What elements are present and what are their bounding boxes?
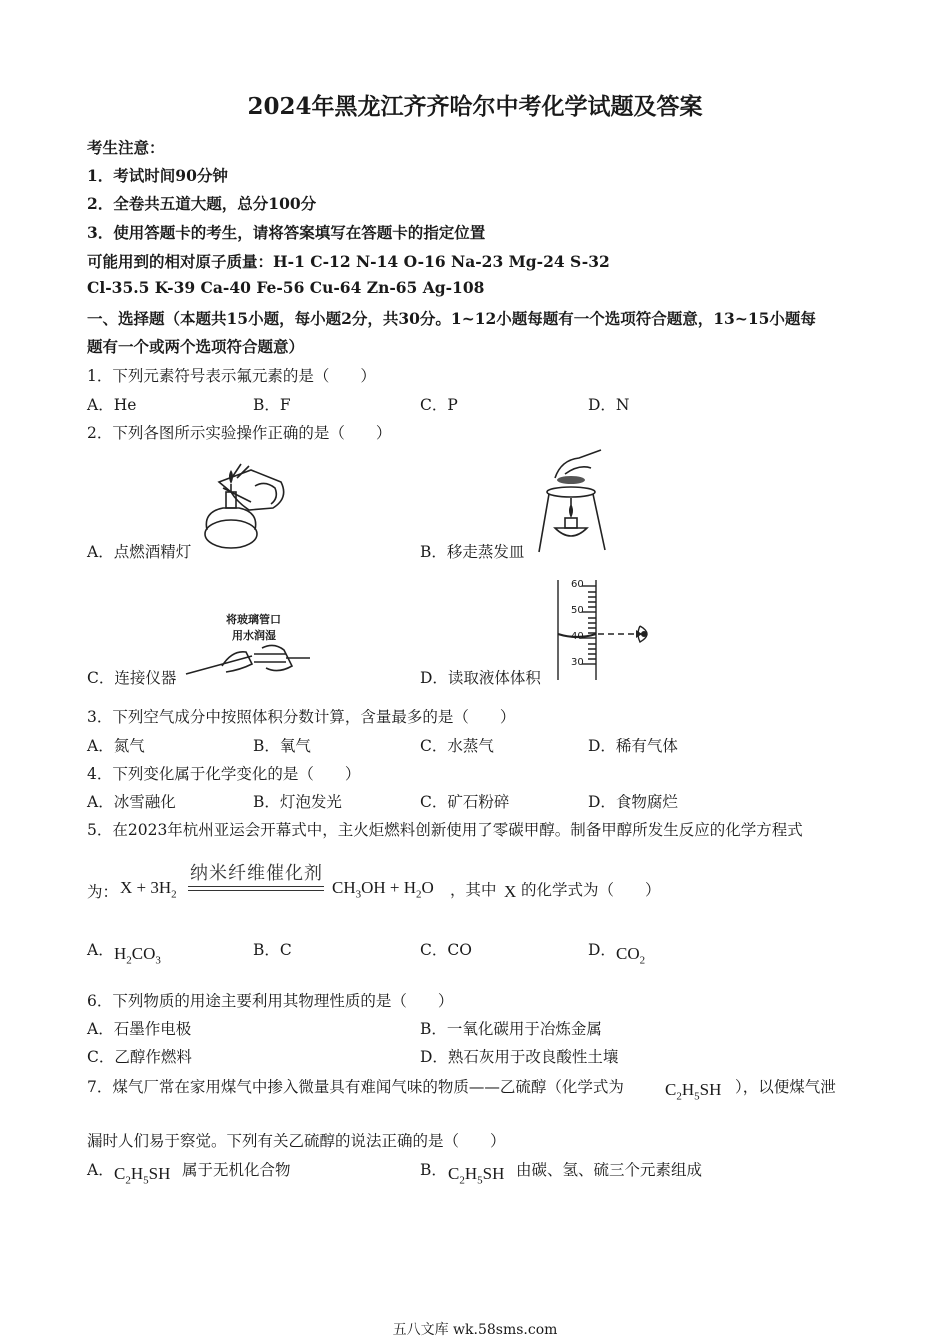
q1-option-d: D．N	[588, 396, 630, 414]
q5-option-c: C．CO	[420, 941, 472, 959]
scale-label-50: 50	[571, 605, 584, 616]
q5-arrow-line-bottom	[188, 890, 324, 891]
page-title: 2024年黑龙江齐齐哈尔中考化学试题及答案	[247, 93, 703, 120]
figure-c-caption-1: 将玻璃管口	[226, 613, 281, 626]
q5-catalyst: 纳米纤维催化剂	[190, 863, 323, 884]
q5-prefix: 为：	[87, 883, 119, 901]
q6-stem: 6．下列物质的用途主要利用其物理性质的是（ ）	[87, 992, 454, 1010]
figure-evaporating-dish	[535, 448, 615, 554]
q5-x: X	[504, 882, 517, 901]
q2-option-c: C．连接仪器	[87, 669, 177, 687]
scale-label-40: 40	[571, 631, 584, 642]
q6-option-a: A．石墨作电极	[87, 1020, 192, 1038]
q2-option-b: B．移走蒸发皿	[420, 543, 525, 561]
notice-item-2: 2．全卷共五道大题，总分100分	[87, 194, 317, 213]
q7-option-a-formula: $C_2H_5SH$	[114, 1164, 171, 1187]
q7-option-b-formula: $C_2H_5SH$	[448, 1164, 505, 1187]
scale-label-60: 60	[571, 579, 584, 590]
scale-label-30: 30	[571, 657, 584, 668]
q2-option-d: D．读取液体体积	[420, 669, 541, 687]
section-heading-line1: 一、选择题（本题共15小题，每小题2分，共30分。1~12小题每题有一个选项符合题意，13~15小题每	[87, 309, 816, 328]
q7-stem-line2: 漏时人们易于察觉。下列有关乙硫醇的说法正确的是（ ）	[87, 1132, 506, 1150]
q1-stem: 1．下列元素符号表示氟元素的是（ ）	[87, 367, 376, 385]
q5-arrow-line-top	[188, 886, 324, 887]
q6-option-c: C．乙醇作燃料	[87, 1048, 192, 1066]
q5-option-b: B．C	[253, 941, 292, 959]
q4-option-b: B．灯泡发光	[253, 793, 342, 811]
q5-tail: 的化学式为（ ）	[521, 881, 661, 899]
q4-option-c: C．矿石粉碎	[420, 793, 510, 811]
q5-mid-text: ，其中	[450, 881, 497, 899]
q6-option-b: B．一氧化碳用于冶炼金属	[420, 1020, 602, 1038]
notice-item-3: 3．使用答题卡的考生，请将答案填写在答题卡的指定位置	[87, 223, 486, 242]
q5-option-d-label: D．	[588, 941, 616, 959]
q7-option-b-text: 由碳、氢、硫三个元素组成	[516, 1161, 703, 1179]
q7-option-a-text: 属于无机化合物	[182, 1161, 291, 1179]
q5-option-a-label: A．	[87, 941, 114, 959]
q2-stem: 2．下列各图所示实验操作正确的是（ ）	[87, 424, 392, 442]
q1-option-a: A．He	[87, 396, 137, 414]
q5-option-a-formula: $H_2CO_3$	[114, 944, 161, 967]
q5-stem-line1: 5．在2023年杭州亚运会开幕式中，主火炬燃料创新使用了零碳甲醇。制备甲醇所发生反应的化学方程式	[87, 821, 803, 839]
q5-equation-lhs: $X + 3H_2$	[120, 878, 177, 901]
q7-stem-line1a: 7．煤气厂常在家用煤气中掺入微量具有难闻气味的物质——乙硫醇（化学式为	[87, 1078, 624, 1096]
q7-option-b-label: B．	[420, 1161, 447, 1179]
figure-connect-tube	[182, 640, 312, 680]
section-heading-line2: 题有一个或两个选项符合题意）	[87, 337, 305, 356]
q1-option-c: C．P	[420, 396, 458, 414]
figure-alcohol-lamp	[193, 462, 293, 554]
figure-graduated-cylinder	[552, 578, 662, 682]
q3-option-d: D．稀有气体	[588, 737, 678, 755]
q3-option-b: B．氧气	[253, 737, 311, 755]
notice-heading: 考生注意：	[87, 138, 165, 157]
q7-stem-line1b: ），以便煤气泄	[735, 1078, 836, 1096]
notice-item-1: 1．考试时间90分钟	[87, 166, 228, 185]
figure-c-caption-2: 用水润湿	[232, 629, 276, 642]
atomic-masses-line1: 可能用到的相对原子质量：H-1 C-12 N-14 O-16 Na-23 Mg-24 S-32	[87, 252, 610, 271]
q2-option-a: A．点燃酒精灯	[87, 543, 192, 561]
q5-equation-rhs: $CH_3OH + H_2O$	[332, 878, 434, 901]
q5-option-d-formula: $CO_2$	[616, 944, 646, 967]
q7-formula-inline: $C_2H_5SH$	[665, 1080, 722, 1103]
q6-option-d: D．熟石灰用于改良酸性土壤	[420, 1048, 619, 1066]
q3-option-a: A．氮气	[87, 737, 145, 755]
q4-option-a: A．冰雪融化	[87, 793, 176, 811]
q7-option-a-label: A．	[87, 1161, 114, 1179]
q4-option-d: D．食物腐烂	[588, 793, 678, 811]
footer-watermark: 五八文库 wk.58sms.com	[392, 1322, 558, 1338]
q1-option-b: B．F	[253, 396, 291, 414]
atomic-masses-line2: Cl-35.5 K-39 Ca-40 Fe-56 Cu-64 Zn-65 Ag-108	[87, 278, 485, 297]
q3-option-c: C．水蒸气	[420, 737, 494, 755]
q3-stem: 3．下列空气成分中按照体积分数计算，含量最多的是（ ）	[87, 708, 516, 726]
q4-stem: 4．下列变化属于化学变化的是（ ）	[87, 765, 361, 783]
